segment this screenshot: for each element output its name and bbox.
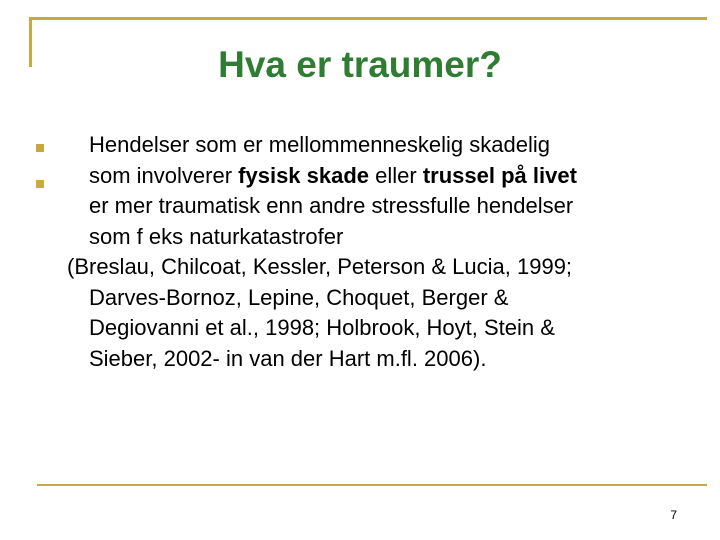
page-number: 7 (670, 508, 677, 522)
emphasis-physical-harm: fysisk skade (238, 162, 370, 188)
citation-line-4: Sieber, 2002- in van der Hart m.fl. 2006). (89, 345, 487, 371)
slide-title-text: Hva er traumer? (218, 44, 502, 85)
footer-rule (37, 484, 707, 486)
citation-line-2: Darves-Bornoz, Lepine, Choquet, Berger & (89, 284, 509, 310)
body-line-2 (67, 161, 697, 192)
emphasis-threat-to-life: trussel på livet (422, 162, 577, 188)
slide-body (67, 130, 697, 374)
body-line-1: Hendelser som er mellommenneskelig skadelig (89, 132, 550, 157)
bullet-icon (36, 180, 44, 188)
citation-line-3: Degiovanni et al., 1998; Holbrook, Hoyt, Stein & (89, 315, 555, 340)
body-line-2-pre: som involverer (89, 162, 239, 188)
slide-title (0, 44, 720, 86)
body-line-4: som f eks naturkatastrofer (89, 223, 344, 249)
frame-top-border (29, 17, 707, 20)
citation-line-1: (Breslau, Chilcoat, Kessler, Peterson & Lucia, 1999; (67, 254, 573, 279)
body-line-3: er mer traumatisk enn andre stressfulle hendelser (89, 193, 574, 218)
body-line-2-mid: eller (369, 162, 423, 188)
bullet-icon (36, 144, 44, 152)
